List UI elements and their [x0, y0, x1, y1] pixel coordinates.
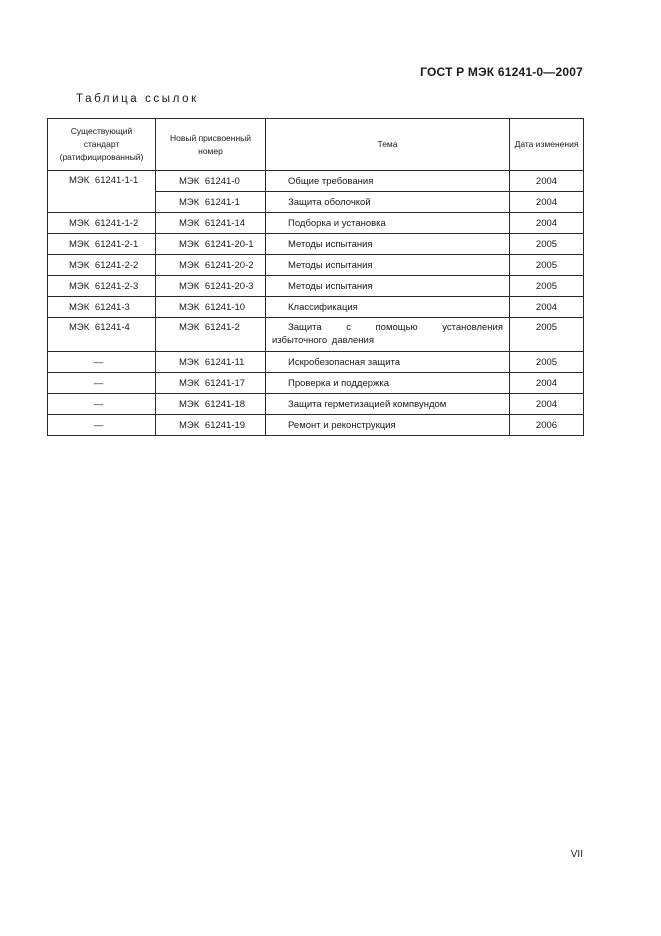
cell-change-date: 2004 — [510, 297, 584, 318]
cell-new-number: МЭК 61241-2 — [156, 318, 266, 352]
cell-topic: Методы испытания — [266, 255, 510, 276]
table-row — [48, 276, 584, 297]
cell-topic: Подборка и установка — [266, 213, 510, 234]
table-row — [48, 297, 584, 318]
cell-topic: Защита с помощью установления избыточного давления — [266, 318, 510, 352]
table-row — [48, 373, 584, 394]
column-header-existing-standard: Существующий стандарт (ратифицированный) — [48, 119, 156, 171]
table-row — [48, 213, 584, 234]
cell-topic: Ремонт и реконструкция — [266, 415, 510, 436]
cell-change-date: 2004 — [510, 394, 584, 415]
cell-new-number: МЭК 61241-10 — [156, 297, 266, 318]
cell-existing-standard: МЭК 61241-2-1 — [48, 234, 156, 255]
cell-new-number: МЭК 61241-14 — [156, 213, 266, 234]
column-header-topic: Тема — [266, 119, 510, 171]
table-header — [48, 119, 584, 171]
cell-change-date: 2005 — [510, 234, 584, 255]
reference-table — [47, 118, 584, 436]
cell-existing-standard: МЭК 61241-2-2 — [48, 255, 156, 276]
cell-topic: Проверка и поддержка — [266, 373, 510, 394]
cell-existing-standard: МЭК 61241-4 — [48, 318, 156, 352]
cell-change-date: 2004 — [510, 213, 584, 234]
table-row — [48, 171, 584, 192]
document-code: ГОСТ Р МЭК 61241-0—2007 — [420, 65, 583, 79]
cell-new-number: МЭК 61241-20-2 — [156, 255, 266, 276]
cell-change-date: 2006 — [510, 415, 584, 436]
cell-change-date: 2005 — [510, 318, 584, 352]
table-caption: Таблица ссылок — [76, 93, 199, 105]
cell-topic: Искробезопасная защита — [266, 352, 510, 373]
cell-new-number: МЭК 61241-0 — [156, 171, 266, 192]
cell-new-number: МЭК 61241-18 — [156, 394, 266, 415]
table-row — [48, 255, 584, 276]
table-row — [48, 234, 584, 255]
cell-change-date: 2005 — [510, 352, 584, 373]
cell-topic: Защита оболочкой — [266, 192, 510, 213]
cell-existing-standard: МЭК 61241-3 — [48, 297, 156, 318]
cell-topic: Общие требования — [266, 171, 510, 192]
cell-new-number: МЭК 61241-11 — [156, 352, 266, 373]
cell-change-date: 2005 — [510, 255, 584, 276]
cell-new-number: МЭК 61241-19 — [156, 415, 266, 436]
cell-topic: Защита герметизацией компвундом — [266, 394, 510, 415]
cell-new-number: МЭК 61241-20-1 — [156, 234, 266, 255]
column-header-change-date: Дата изменения — [510, 119, 584, 171]
table-body — [48, 171, 584, 436]
cell-change-date: 2005 — [510, 276, 584, 297]
cell-new-number: МЭК 61241-1 — [156, 192, 266, 213]
cell-change-date: 2004 — [510, 373, 584, 394]
table-row — [48, 394, 584, 415]
cell-existing-standard: МЭК 61241-1-1 — [48, 171, 156, 213]
cell-change-date: 2004 — [510, 192, 584, 213]
cell-topic: Методы испытания — [266, 276, 510, 297]
cell-new-number: МЭК 61241-20-3 — [156, 276, 266, 297]
table-row — [48, 352, 584, 373]
cell-existing-standard: — — [48, 394, 156, 415]
column-header-new-number: Новый присвоенный номер — [156, 119, 266, 171]
cell-topic: Классификация — [266, 297, 510, 318]
cell-existing-standard: — — [48, 415, 156, 436]
table-row — [48, 415, 584, 436]
page-number: VII — [570, 849, 583, 860]
cell-existing-standard: МЭК 61241-2-3 — [48, 276, 156, 297]
cell-new-number: МЭК 61241-17 — [156, 373, 266, 394]
cell-existing-standard: МЭК 61241-1-2 — [48, 213, 156, 234]
cell-existing-standard: — — [48, 373, 156, 394]
cell-change-date: 2004 — [510, 171, 584, 192]
table-row — [48, 318, 584, 352]
cell-topic: Методы испытания — [266, 234, 510, 255]
cell-existing-standard: — — [48, 352, 156, 373]
